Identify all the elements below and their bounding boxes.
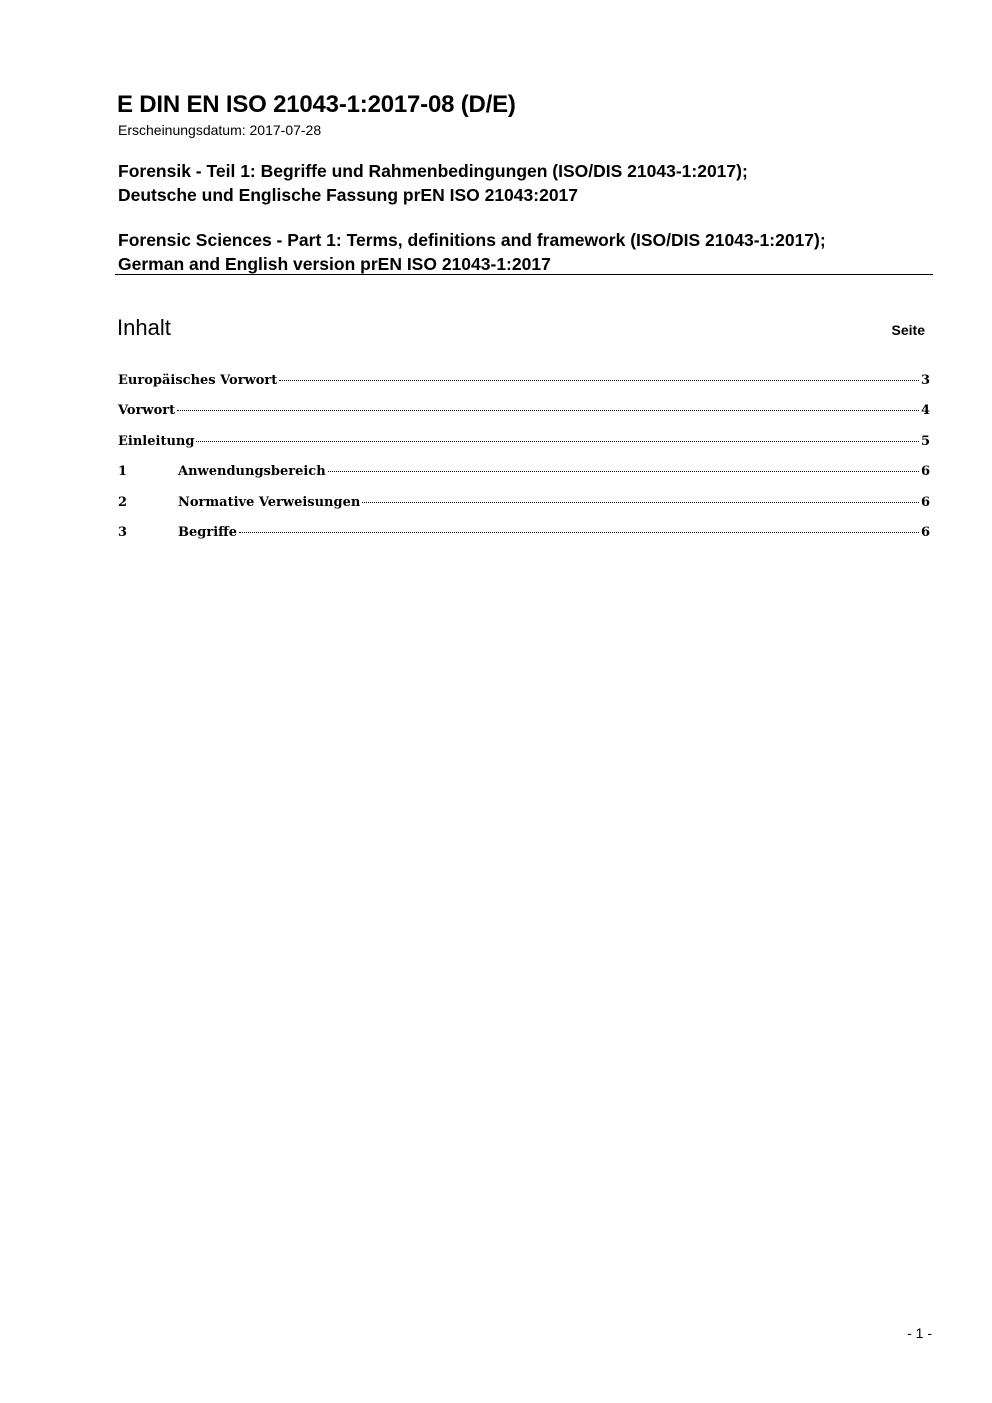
toc-dot-leader bbox=[196, 441, 919, 442]
toc-dot-leader bbox=[279, 380, 919, 381]
toc-entry-number: 2 bbox=[118, 494, 128, 510]
toc-entry[interactable] bbox=[118, 492, 930, 522]
toc-entry-label: Europäisches Vorwort bbox=[118, 373, 278, 388]
toc-entry-number: 3 bbox=[118, 524, 128, 540]
toc-entry-page: 6 bbox=[920, 464, 930, 480]
toc-entry[interactable] bbox=[118, 522, 930, 552]
toc-entry-label: Vorwort bbox=[118, 403, 176, 419]
toc-entry-label: Einleitung bbox=[118, 433, 195, 449]
table-of-contents bbox=[118, 370, 930, 552]
toc-dot-leader bbox=[239, 532, 919, 533]
toc-entry-page: 3 bbox=[920, 373, 930, 388]
toc-entry[interactable] bbox=[118, 400, 930, 430]
document-title: E DIN EN ISO 21043-1:2017-08 (D/E) bbox=[117, 91, 516, 118]
toc-dot-leader bbox=[362, 502, 919, 503]
toc-page-column-label: Seite bbox=[891, 322, 925, 338]
toc-entry-label: Normative Verweisungen bbox=[178, 494, 361, 510]
toc-entry-number: 1 bbox=[118, 464, 128, 480]
page-number: - 1 - bbox=[907, 1325, 932, 1341]
toc-entry-label: Begriffe bbox=[178, 524, 238, 540]
english-title-line-2: German and English version prEN ISO 21043-1:2017 bbox=[118, 254, 551, 274]
german-title bbox=[118, 159, 748, 207]
toc-entry-label: Anwendungsbereich bbox=[178, 464, 326, 480]
toc-entry-page: 4 bbox=[920, 403, 930, 419]
toc-entry[interactable] bbox=[118, 461, 930, 491]
toc-dot-leader bbox=[328, 471, 919, 472]
german-title-line-1: Forensik - Teil 1: Begriffe und Rahmenbedingungen (ISO/DIS 21043-1:2017); bbox=[118, 161, 748, 181]
toc-entry-page: 6 bbox=[920, 524, 930, 540]
english-title bbox=[118, 228, 826, 276]
toc-entry-page: 5 bbox=[920, 433, 930, 449]
toc-dot-leader bbox=[177, 410, 919, 411]
toc-entry[interactable] bbox=[118, 370, 930, 400]
header-divider bbox=[115, 274, 933, 275]
toc-heading: Inhalt bbox=[117, 315, 171, 340]
german-title-line-2: Deutsche und Englische Fassung prEN ISO 21043:2017 bbox=[118, 185, 579, 205]
toc-entry[interactable] bbox=[118, 431, 930, 461]
english-title-line-1: Forensic Sciences - Part 1: Terms, definitions and framework (ISO/DIS 21043-1:2017); bbox=[118, 230, 826, 250]
issue-date: Erscheinungsdatum: 2017-07-28 bbox=[118, 122, 322, 138]
toc-entry-page: 6 bbox=[920, 494, 930, 510]
